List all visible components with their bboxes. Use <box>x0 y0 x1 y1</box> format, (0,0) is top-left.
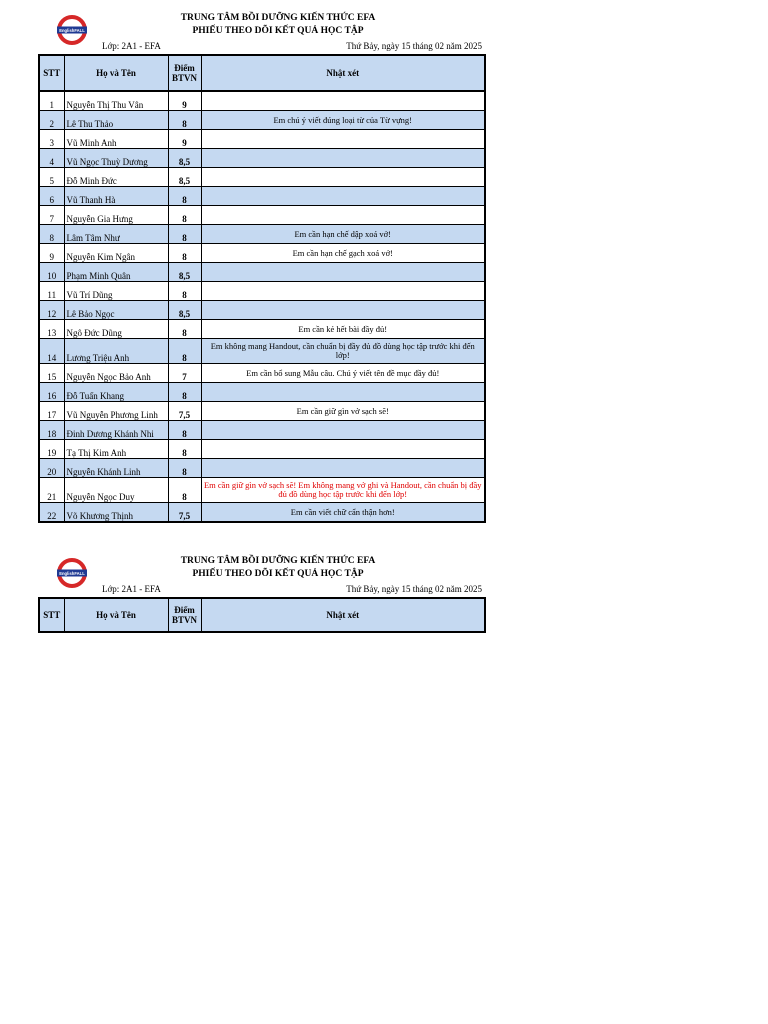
row-student-name: Nguyễn Ngọc Bảo Anh <box>64 364 168 383</box>
row-stt: 22 <box>39 503 64 523</box>
row-stt: 13 <box>39 320 64 339</box>
row-stt: 4 <box>39 149 64 168</box>
row-comment <box>201 263 485 282</box>
row-student-name: Ngô Đức Dũng <box>64 320 168 339</box>
form-title: PHIẾU THEO DÕI KẾT QUẢ HỌC TẬP <box>192 26 364 36</box>
row-comment <box>201 149 485 168</box>
row-score: 8 <box>168 440 201 459</box>
row-student-name: Vũ Nguyễn Phương Linh <box>64 402 168 421</box>
row-score: 7 <box>168 364 201 383</box>
table-row <box>39 91 485 111</box>
col-score: Điểm BTVN <box>168 598 201 632</box>
date-label: Thứ Bảy, ngày 15 tháng 02 năm 2025 <box>346 584 482 594</box>
row-stt: 10 <box>39 263 64 282</box>
row-student-name: Phạm Minh Quân <box>64 263 168 282</box>
table-row <box>39 149 485 168</box>
row-student-name: Lê Thu Thảo <box>64 111 168 130</box>
row-stt: 12 <box>39 301 64 320</box>
row-student-name: Vũ Ngọc Thuỳ Dương <box>64 149 168 168</box>
row-score: 8 <box>168 383 201 402</box>
row-comment <box>201 168 485 187</box>
table-row <box>39 364 485 383</box>
row-score: 8 <box>168 339 201 364</box>
row-stt: 21 <box>39 478 64 503</box>
row-student-name: Đỗ Minh Đức <box>64 168 168 187</box>
table-row <box>39 225 485 244</box>
row-comment: Em cần giữ gìn vở sạch sẽ! Em không mang vở ghi và Handout, cần chuẩn bị đầy đủ đồ dùng học tập trước khi đến lớp! <box>201 478 485 503</box>
row-student-name: Nguyễn Khánh Linh <box>64 459 168 478</box>
row-comment <box>201 282 485 301</box>
row-comment: Em không mang Handout, cần chuẩn bị đầy đủ đồ dùng học tập trước khi đến lớp! <box>201 339 485 364</box>
report-sheet-2 <box>38 553 484 633</box>
table-row <box>39 130 485 149</box>
row-comment: Em cần kẻ hết bài đầy đủ! <box>201 320 485 339</box>
row-score: 8,5 <box>168 301 201 320</box>
row-comment: Em cần giữ gìn vở sạch sẽ! <box>201 402 485 421</box>
row-comment <box>201 301 485 320</box>
row-comment <box>201 91 485 111</box>
row-score: 8 <box>168 206 201 225</box>
row-student-name: Đinh Dương Khánh Nhi <box>64 421 168 440</box>
row-score: 8 <box>168 244 201 263</box>
row-comment: Em cần hạn chế gạch xoá vở! <box>201 244 485 263</box>
row-student-name: Nguyễn Thị Thu Vân <box>64 91 168 111</box>
row-score: 8 <box>168 320 201 339</box>
row-comment <box>201 459 485 478</box>
table-row <box>39 421 485 440</box>
row-stt: 16 <box>39 383 64 402</box>
row-score: 8 <box>168 421 201 440</box>
col-stt: STT <box>39 55 64 91</box>
row-comment <box>201 130 485 149</box>
row-student-name: Lâm Tâm Như <box>64 225 168 244</box>
row-comment <box>201 383 485 402</box>
date-label: Thứ Bảy, ngày 15 tháng 02 năm 2025 <box>346 41 482 51</box>
row-score: 9 <box>168 91 201 111</box>
row-score: 8,5 <box>168 263 201 282</box>
table-row <box>39 440 485 459</box>
table-row <box>39 301 485 320</box>
table-header-row <box>39 598 485 632</box>
results-table <box>38 54 486 523</box>
row-score: 8 <box>168 111 201 130</box>
row-stt: 20 <box>39 459 64 478</box>
center-name: TRUNG TÂM BỒI DƯỠNG KIẾN THỨC EFA <box>180 13 376 23</box>
table-row <box>39 402 485 421</box>
col-score: Điểm BTVN <box>168 55 201 91</box>
row-stt: 3 <box>39 130 64 149</box>
form-title: PHIẾU THEO DÕI KẾT QUẢ HỌC TẬP <box>192 569 364 579</box>
row-stt: 19 <box>39 440 64 459</box>
logo-text: EnglishFALL <box>59 28 85 33</box>
row-stt: 11 <box>39 282 64 301</box>
table-row <box>39 206 485 225</box>
row-student-name: Đỗ Tuấn Khang <box>64 383 168 402</box>
row-stt: 18 <box>39 421 64 440</box>
table-row <box>39 187 485 206</box>
row-score: 8 <box>168 459 201 478</box>
table-row <box>39 339 485 364</box>
sheet-header <box>38 10 484 54</box>
class-label: Lớp: 2A1 - EFA <box>102 41 161 51</box>
row-score: 7,5 <box>168 402 201 421</box>
row-score: 8,5 <box>168 149 201 168</box>
row-student-name: Vũ Minh Anh <box>64 130 168 149</box>
row-stt: 14 <box>39 339 64 364</box>
table-row <box>39 320 485 339</box>
col-comment: Nhật xét <box>201 598 485 632</box>
row-stt: 8 <box>39 225 64 244</box>
row-student-name: Nguyễn Ngọc Duy <box>64 478 168 503</box>
row-score: 7,5 <box>168 503 201 523</box>
results-table-header <box>38 597 486 633</box>
row-stt: 2 <box>39 111 64 130</box>
englishfall-logo-icon <box>56 557 88 589</box>
center-name: TRUNG TÂM BỒI DƯỠNG KIẾN THỨC EFA <box>180 556 376 566</box>
row-score: 8 <box>168 187 201 206</box>
row-stt: 1 <box>39 91 64 111</box>
englishfall-logo-icon <box>56 14 88 46</box>
table-row <box>39 111 485 130</box>
col-name: Họ và Tên <box>64 55 168 91</box>
row-stt: 7 <box>39 206 64 225</box>
class-label: Lớp: 2A1 - EFA <box>102 584 161 594</box>
row-stt: 5 <box>39 168 64 187</box>
row-stt: 6 <box>39 187 64 206</box>
sheet-header <box>38 553 484 597</box>
row-comment <box>201 187 485 206</box>
table-row <box>39 244 485 263</box>
row-score: 8 <box>168 225 201 244</box>
table-row <box>39 503 485 523</box>
table-header-row <box>39 55 485 91</box>
row-score: 9 <box>168 130 201 149</box>
row-student-name: Vũ Thanh Hà <box>64 187 168 206</box>
row-student-name: Lương Triệu Anh <box>64 339 168 364</box>
table-row <box>39 263 485 282</box>
row-stt: 9 <box>39 244 64 263</box>
row-comment <box>201 421 485 440</box>
logo-text: EnglishFALL <box>59 571 85 576</box>
table-row <box>39 282 485 301</box>
row-student-name: Lê Bảo Ngọc <box>64 301 168 320</box>
row-student-name: Võ Khương Thịnh <box>64 503 168 523</box>
col-comment: Nhật xét <box>201 55 485 91</box>
table-row <box>39 459 485 478</box>
table-row <box>39 168 485 187</box>
row-student-name: Nguyễn Kim Ngân <box>64 244 168 263</box>
row-student-name: Vũ Trí Dũng <box>64 282 168 301</box>
row-comment: Em cần viết chữ cẩn thận hơn! <box>201 503 485 523</box>
table-body <box>39 91 485 522</box>
row-stt: 17 <box>39 402 64 421</box>
table-row <box>39 478 485 503</box>
row-comment: Em chú ý viết đúng loại từ của Từ vựng! <box>201 111 485 130</box>
col-stt: STT <box>39 598 64 632</box>
report-sheet-1 <box>38 10 484 523</box>
row-score: 8 <box>168 282 201 301</box>
row-student-name: Tạ Thị Kim Anh <box>64 440 168 459</box>
row-comment: Em cần hạn chế dập xoá vở! <box>201 225 485 244</box>
row-stt: 15 <box>39 364 64 383</box>
row-score: 8,5 <box>168 168 201 187</box>
row-student-name: Nguyễn Gia Hưng <box>64 206 168 225</box>
col-name: Họ và Tên <box>64 598 168 632</box>
table-row <box>39 383 485 402</box>
row-comment: Em cần bổ sung Mẫu câu. Chú ý viết tên đề mục đầy đủ! <box>201 364 485 383</box>
row-comment <box>201 206 485 225</box>
row-comment <box>201 440 485 459</box>
row-score: 8 <box>168 478 201 503</box>
